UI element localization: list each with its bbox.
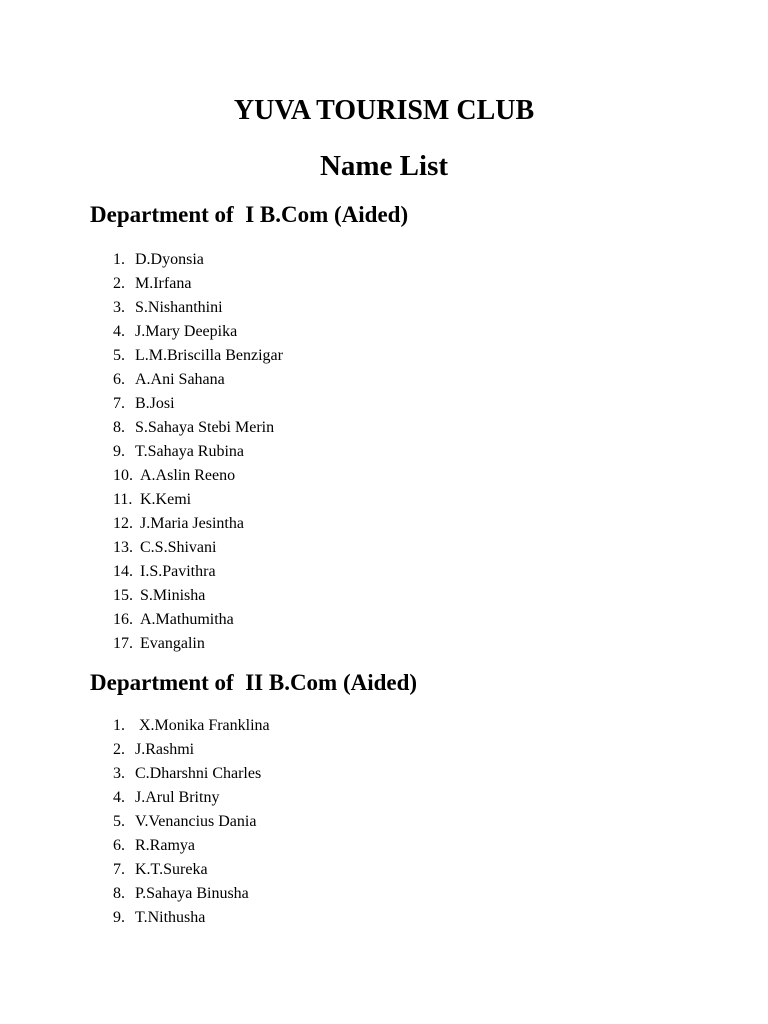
department-heading-1: Department of I B.Com (Aided) bbox=[90, 202, 409, 227]
list-item-name: C.S.Shivani bbox=[140, 539, 217, 556]
list-item-number: 13. bbox=[113, 539, 133, 556]
department-heading-2: Department of II B.Com (Aided) bbox=[90, 670, 418, 695]
list-item-number: 2. bbox=[113, 741, 125, 758]
list-item-name: K.T.Sureka bbox=[135, 861, 208, 878]
list-item-name: L.M.Briscilla Benzigar bbox=[135, 347, 283, 364]
list-item-number: 11. bbox=[113, 491, 133, 508]
list-item-name: C.Dharshni Charles bbox=[135, 765, 262, 782]
list-item-name: T.Nithusha bbox=[135, 909, 206, 926]
list-item-name: A.Aslin Reeno bbox=[140, 467, 236, 484]
list-item-number: 17. bbox=[113, 635, 133, 652]
list-item-name: T.Sahaya Rubina bbox=[135, 443, 245, 460]
list-item-number: 7. bbox=[113, 861, 125, 878]
list-item-name: A.Mathumitha bbox=[140, 611, 234, 628]
list-item-number: 9. bbox=[113, 909, 125, 926]
list-item-number: 3. bbox=[113, 299, 125, 316]
list-item-name: Evangalin bbox=[140, 635, 205, 652]
list-item-number: 10. bbox=[113, 467, 133, 484]
list-item-number: 5. bbox=[113, 347, 125, 364]
list-item-number: 7. bbox=[113, 395, 125, 412]
list-item-number: 9. bbox=[113, 443, 125, 460]
list-item-name: S.Sahaya Stebi Merin bbox=[135, 419, 275, 436]
list-item-number: 2. bbox=[113, 275, 125, 292]
list-item-name: I.S.Pavithra bbox=[140, 563, 216, 580]
list-item-name: J.Maria Jesintha bbox=[140, 515, 244, 532]
list-item-name: P.Sahaya Binusha bbox=[135, 885, 249, 902]
list-item-name: S.Minisha bbox=[140, 587, 206, 604]
list-item-name: B.Josi bbox=[135, 395, 175, 412]
list-item-number: 3. bbox=[113, 765, 125, 782]
list-item-name: D.Dyonsia bbox=[135, 251, 204, 268]
list-item-number: 15. bbox=[113, 587, 133, 604]
list-item-number: 12. bbox=[113, 515, 133, 532]
list-item-name: M.Irfana bbox=[135, 275, 192, 292]
list-item-name: V.Venancius Dania bbox=[135, 813, 257, 830]
list-item-name: J.Rashmi bbox=[135, 741, 195, 758]
list-item-number: 1. bbox=[113, 251, 125, 268]
list-item-number: 16. bbox=[113, 611, 133, 628]
list-item-name: X.Monika Franklina bbox=[135, 717, 270, 734]
list-item-number: 6. bbox=[113, 837, 125, 854]
list-item-number: 1. bbox=[113, 717, 125, 734]
list-item-number: 4. bbox=[113, 789, 125, 806]
list-item-number: 8. bbox=[113, 885, 125, 902]
list-title: Name List bbox=[319, 150, 449, 182]
list-item-number: 5. bbox=[113, 813, 125, 830]
list-item-name: J.Arul Britny bbox=[135, 789, 220, 806]
list-item-name: K.Kemi bbox=[140, 491, 192, 508]
list-item-name: R.Ramya bbox=[135, 837, 195, 854]
list-item-number: 14. bbox=[113, 563, 133, 580]
club-title: YUVA TOURISM CLUB bbox=[233, 95, 535, 126]
list-item-name: J.Mary Deepika bbox=[135, 323, 238, 340]
list-item-number: 6. bbox=[113, 371, 125, 388]
list-item-number: 8. bbox=[113, 419, 125, 436]
list-item-number: 4. bbox=[113, 323, 125, 340]
list-item-name: S.Nishanthini bbox=[135, 299, 223, 316]
list-item-name: A.Ani Sahana bbox=[135, 371, 225, 388]
